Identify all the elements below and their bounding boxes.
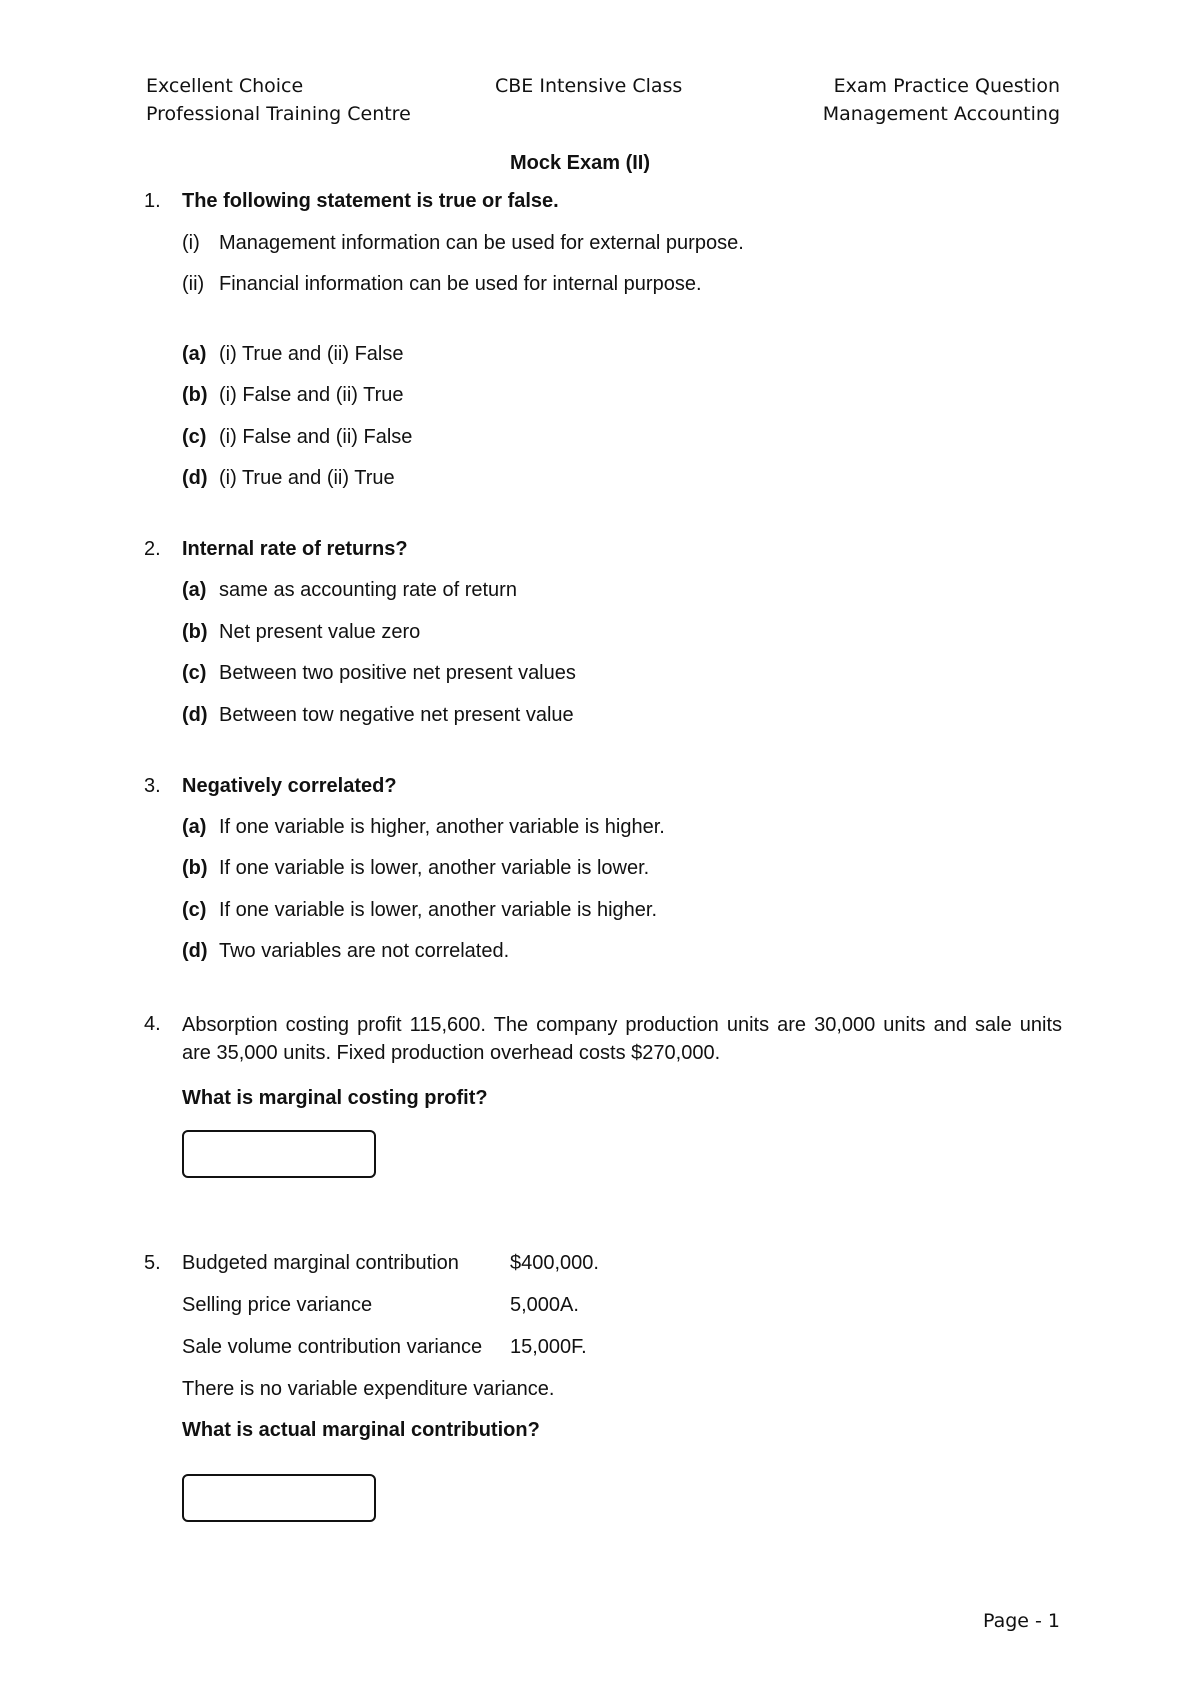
q1-option-d[interactable] — [182, 467, 395, 490]
option-label: (a) — [182, 816, 207, 838]
q2-option-d[interactable] — [182, 704, 574, 727]
option-text: (i) False and (ii) True — [219, 384, 404, 406]
option-text: If one variable is lower, another variable is lower. — [219, 857, 650, 879]
q5-row-price-variance — [182, 1294, 579, 1317]
q3-option-a[interactable] — [182, 816, 665, 839]
q5-note: There is no variable expenditure variance. — [182, 1378, 555, 1400]
option-label: (c) — [182, 899, 207, 921]
q1-statement-i — [182, 232, 744, 255]
option-text: If one variable is lower, another variable is higher. — [219, 899, 658, 921]
option-text: (i) True and (ii) True — [219, 467, 395, 489]
q3-option-b[interactable] — [182, 857, 649, 880]
option-label: (c) — [182, 426, 207, 448]
option-label: (d) — [182, 704, 208, 726]
header-left — [146, 72, 411, 128]
q5-number: 5. — [144, 1252, 161, 1274]
header-class-name: CBE Intensive Class — [495, 75, 683, 97]
q5-row-value: $400,000. — [510, 1252, 599, 1274]
q1-statement-label: (ii) — [182, 273, 205, 295]
q2-number: 2. — [144, 538, 161, 560]
q5-row-label: Selling price variance — [182, 1294, 373, 1316]
header-right — [823, 72, 1060, 128]
q1-statement-text: Management information can be used for external purpose. — [219, 232, 744, 254]
q1-statement-label: (i) — [182, 232, 200, 254]
option-label: (d) — [182, 467, 208, 489]
option-label: (b) — [182, 857, 208, 879]
option-label: (a) — [182, 343, 207, 365]
option-text: Two variables are not correlated. — [219, 940, 510, 962]
header-school-subtitle: Professional Training Centre — [146, 103, 411, 125]
q5-row-value: 5,000A. — [510, 1294, 579, 1316]
option-text: Between two positive net present values — [219, 662, 576, 684]
option-text: (i) True and (ii) False — [219, 343, 404, 365]
q4-number: 4. — [144, 1013, 161, 1035]
header-school-name: Excellent Choice — [146, 75, 304, 97]
q3-option-c[interactable] — [182, 899, 657, 922]
q2-option-a[interactable] — [182, 579, 517, 602]
q1-number: 1. — [144, 190, 161, 212]
option-text: (i) False and (ii) False — [219, 426, 413, 448]
page-number: Page - 1 — [982, 1610, 1060, 1632]
q5-answer-box[interactable] — [182, 1474, 376, 1522]
q3-number: 3. — [144, 775, 161, 797]
q5-row-label: Budgeted marginal contribution — [182, 1252, 459, 1274]
q5-question: What is actual marginal contribution? — [182, 1419, 540, 1441]
option-text: same as accounting rate of return — [219, 579, 517, 601]
q1-option-b[interactable] — [182, 384, 404, 407]
q2-option-b[interactable] — [182, 621, 420, 644]
header-subject: Management Accounting — [822, 103, 1060, 125]
option-label: (b) — [182, 384, 208, 406]
q1-option-c[interactable] — [182, 426, 412, 449]
q1-statement-ii — [182, 273, 702, 296]
q4-stem: Absorption costing profit 115,600. The company production units are 30,000 units and sale units are 35,000 units. Fixed production overhead costs $270,000. — [182, 1014, 1062, 1064]
q5-row-volume-variance — [182, 1336, 587, 1359]
q3-stem: Negatively correlated? — [182, 775, 397, 797]
option-text: Between tow negative net present value — [219, 704, 574, 726]
q2-stem: Internal rate of returns? — [182, 538, 408, 560]
option-text: If one variable is higher, another variable is higher. — [219, 816, 665, 838]
q5-row-budgeted — [182, 1252, 599, 1275]
q4-answer-box[interactable] — [182, 1130, 376, 1178]
q4-question: What is marginal costing profit? — [182, 1087, 488, 1109]
q1-statement-text: Financial information can be used for internal purpose. — [219, 273, 702, 295]
q1-option-a[interactable] — [182, 343, 404, 366]
q1-stem: The following statement is true or false. — [182, 190, 559, 212]
option-text: Net present value zero — [219, 621, 421, 643]
header-doc-type: Exam Practice Question — [833, 75, 1060, 97]
q3-option-d[interactable] — [182, 940, 509, 963]
option-label: (d) — [182, 940, 208, 962]
option-label: (c) — [182, 662, 207, 684]
option-label: (b) — [182, 621, 208, 643]
page-title: Mock Exam (II) — [509, 152, 651, 174]
q5-row-label: Sale volume contribution variance — [182, 1336, 483, 1358]
option-label: (a) — [182, 579, 207, 601]
q2-option-c[interactable] — [182, 662, 576, 685]
q5-row-value: 15,000F. — [510, 1336, 587, 1358]
